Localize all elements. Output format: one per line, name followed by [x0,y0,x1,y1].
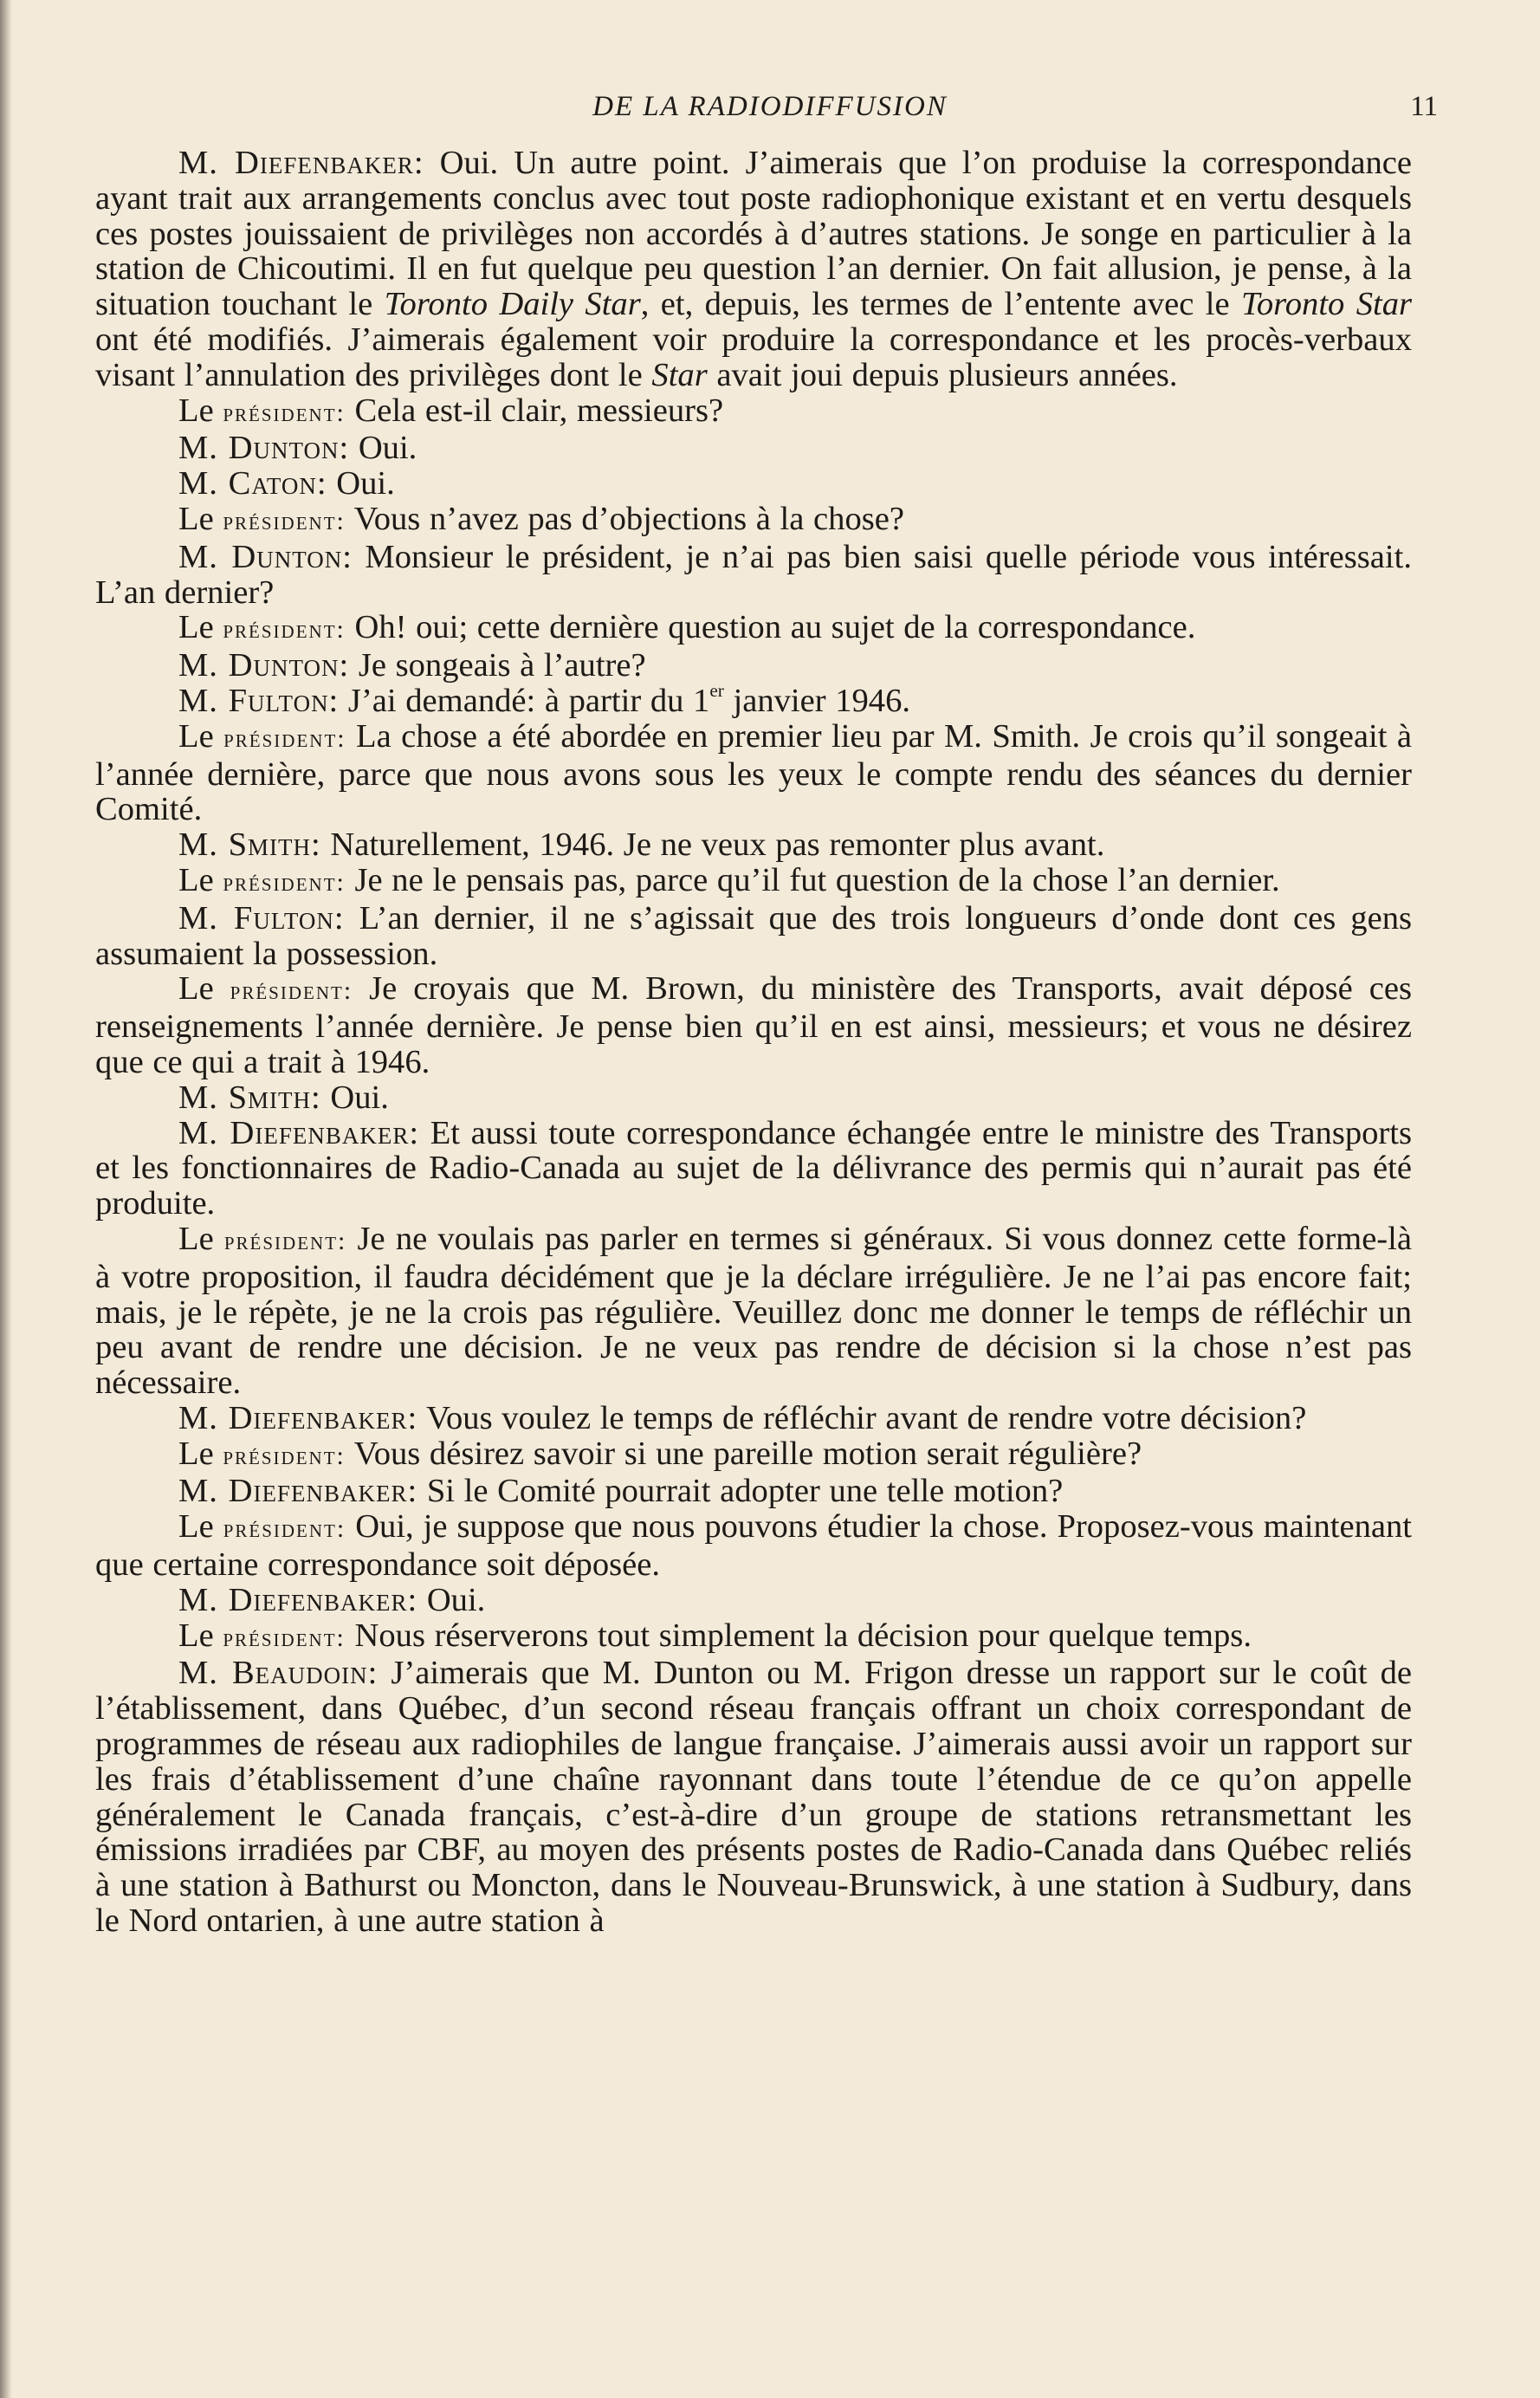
speaker-prefix: Le [178,1220,224,1257]
paragraph [95,1656,1412,1938]
speaker-label: M. Fulton: [178,682,340,719]
italic-text: Star [651,356,708,393]
paragraph [95,648,1412,684]
speaker-label: M. Dunton: [178,647,350,684]
superscript: er [709,679,724,701]
italic-text: Toronto Daily Star [384,286,641,323]
paragraph [95,466,1412,502]
paragraph [95,971,1412,1079]
speaker-prefix: Le [178,970,230,1008]
paragraph-text: ont été modifiés. J’aimerais également voir produire la correspondance et les procès-verbaux visant l’annulation des privilèges dont le [95,321,1412,393]
paragraph-text: Vous voulez le temps de réfléchir avant de rendre votre décision? [417,1399,1307,1436]
speaker-label: M. Smith: [178,826,321,864]
speaker-label: M. Beaudoin: [178,1655,379,1692]
paragraph-text: Oui. [327,465,395,502]
speaker-prefix: Le [178,861,223,898]
page-header [0,85,1540,128]
paragraph [95,1474,1412,1509]
paragraph-text: Vous n’avez pas d’objections à la chose? [345,500,904,537]
paragraph [95,431,1412,466]
speaker-label: président: [223,615,346,645]
speaker-label: président: [223,867,346,897]
speaker-label: M. Diefenbaker: [178,1473,418,1510]
paragraph [95,502,1412,540]
speaker-label: président: [223,506,346,535]
paragraph-text: La chose a été abordée en premier lieu par M. Smith. Je crois qu’il songeait à l’année dernière, parce que nous avons sous les yeux le compte rendu des séances du dernier Comité. [95,717,1412,828]
paragraph-text: Et aussi toute correspondance échangée entre le ministre des Transports et les fonctionnaires de Radio-Canada au sujet de la délivrance des permis qui n’aurait pas été produite. [95,1114,1412,1222]
paragraph-text: Oui. [349,430,417,467]
paragraph-text: Oh! oui; cette dernière question au sujet de la correspondance. [345,609,1196,646]
speaker-label: M. Caton: [178,465,327,502]
speaker-prefix: Le [178,1508,223,1546]
page-edge-shadow [0,0,12,2398]
speaker-label: M. Diefenbaker: [178,1399,418,1436]
paragraph-text: J’ai demandé: à partir du 1 [339,682,710,719]
speaker-label: président: [223,1226,347,1255]
italic-text: Toronto Star [1240,286,1413,323]
paragraph-text: Monsieur le président, je n’ai pas bien saisi quelle période vous intéressait. L’an dernier? [95,538,1413,611]
paragraph-text: Vous désirez savoir si une pareille motion serait régulière? [345,1435,1142,1472]
paragraph-text: avait joui depuis plusieurs années. [707,356,1178,393]
page-body [95,146,1412,1939]
paragraph-text: Je songeais à l’autre? [349,647,646,684]
paragraph-text: , et, depuis, les termes de l’entente avec le [640,286,1241,323]
speaker-label: M. Diefenbaker: [178,1114,420,1151]
speaker-label: président: [223,398,346,427]
speaker-prefix: Le [178,1435,223,1472]
speaker-label: président: [223,1441,346,1470]
speaker-label: M. Smith: [178,1079,321,1116]
paragraph [95,1222,1412,1401]
speaker-label: M. Diefenbaker: [178,145,424,181]
running-title: DE LA RADIODIFFUSION [592,91,948,122]
paragraph-text: Naturellement, 1946. Je ne veux pas remonter plus avant. [320,826,1105,864]
paragraph [95,1080,1412,1116]
speaker-label: président: [230,976,353,1006]
paragraph-text: Oui. [320,1079,389,1116]
paragraph [95,1116,1412,1222]
paragraph [95,1436,1412,1474]
paragraph [95,901,1412,972]
paragraph [95,1509,1412,1583]
paragraph-text: Si le Comité pourrait adopter une telle motion? [417,1473,1064,1510]
paragraph [95,1401,1412,1436]
paragraph [95,540,1412,611]
paragraph-text: Je croyais que M. Brown, du ministère des Transports, avait déposé ces renseignements l’année dernière. Je pense bien qu’il en est ainsi, messieurs; et vous ne désirez que ce qui a trait à 1946. [95,970,1412,1080]
speaker-label: M. Dunton: [178,430,350,467]
paragraph [95,1618,1412,1656]
paragraph [95,679,1412,719]
paragraph-text: Cela est-il clair, messieurs? [345,392,724,429]
speaker-prefix: Le [178,1617,223,1654]
speaker-label: M. Dunton: [178,538,353,575]
paragraph-text: J’aimerais que M. Dunton ou M. Frigon dresse un rapport sur le coût de l’établissement, dans Québec, d’un second réseau français offrant un choix correspondant de programmes de réseau aux radiophiles de langue française. J’aimerais aussi avoir un rapport sur les frais d’établissement d’une chaîne rayonnant dans toute l’étendue de ce qu’on appelle généralement le Canada français, c’est-à-dire d’un groupe de stations retransmettant les émissions irradiées par CBF, au moyen des présents postes de Radio-Canada dans Québec reliés à une station à Bathurst ou Moncton, dans le Nouveau-Brunswick, à une station à Sudbury, dans le Nord ontarien, à une autre station à [95,1655,1412,1940]
paragraph-text: Oui. [417,1581,486,1618]
speaker-label: M. Fulton: [178,899,345,937]
paragraph-text: Nous réserverons tout simplement la décision pour quelque temps. [345,1617,1252,1654]
paragraph [95,610,1412,648]
paragraph [95,393,1412,431]
page-number: 11 [1410,91,1438,122]
speaker-label: M. Diefenbaker: [178,1581,418,1618]
speaker-label: président: [223,1623,346,1652]
paragraph [95,827,1412,863]
speaker-label: président: [223,723,346,753]
paragraph [95,863,1412,901]
paragraph-text: Oui, je suppose que nous pouvons étudier la chose. Proposez-vous maintenant que certaine correspondance soit déposée. [95,1508,1413,1584]
speaker-prefix: Le [178,500,223,537]
paragraph-text: janvier 1946. [723,682,911,719]
paragraph-text: Je ne voulais pas parler en termes si généraux. Si vous donnez cette forme-là à votre proposition, il faudra décidément que je la déclare irrégulière. Je ne l’ai pas encore fait; mais, je le répète, je ne la crois pas régulière. Veuillez donc me donner le temps de réfléchir un peu avant de rendre une décision. Je ne veux pas rendre de décision si la chose n’est pas nécessaire. [95,1220,1412,1402]
paragraph [95,719,1412,827]
speaker-prefix: Le [178,392,223,429]
speaker-prefix: Le [178,717,224,755]
paragraph-text: Je ne le pensais pas, parce qu’il fut question de la chose l’an dernier. [345,861,1280,898]
speaker-prefix: Le [178,609,223,646]
paragraph-text: L’an dernier, il ne s’agissait que des trois longueurs d’onde dont ces gens assumaient la possession. [95,899,1412,972]
paragraph [95,1583,1412,1618]
speaker-label: président: [223,1514,346,1544]
paragraph-text: Oui. Un autre point. J’aimerais que l’on produise la correspondance ayant trait aux arrangements conclus avec tout poste radiophonique existant et en vertu desquels ces postes jouissaient de privilèges non accordés à d’autres stations. Je songe en particulier à la station de Chicoutimi. Il en fut quelque peu question l’an dernier. On fait allusion, je pense, à la situation touchant le [95,145,1412,323]
paragraph [95,146,1412,393]
